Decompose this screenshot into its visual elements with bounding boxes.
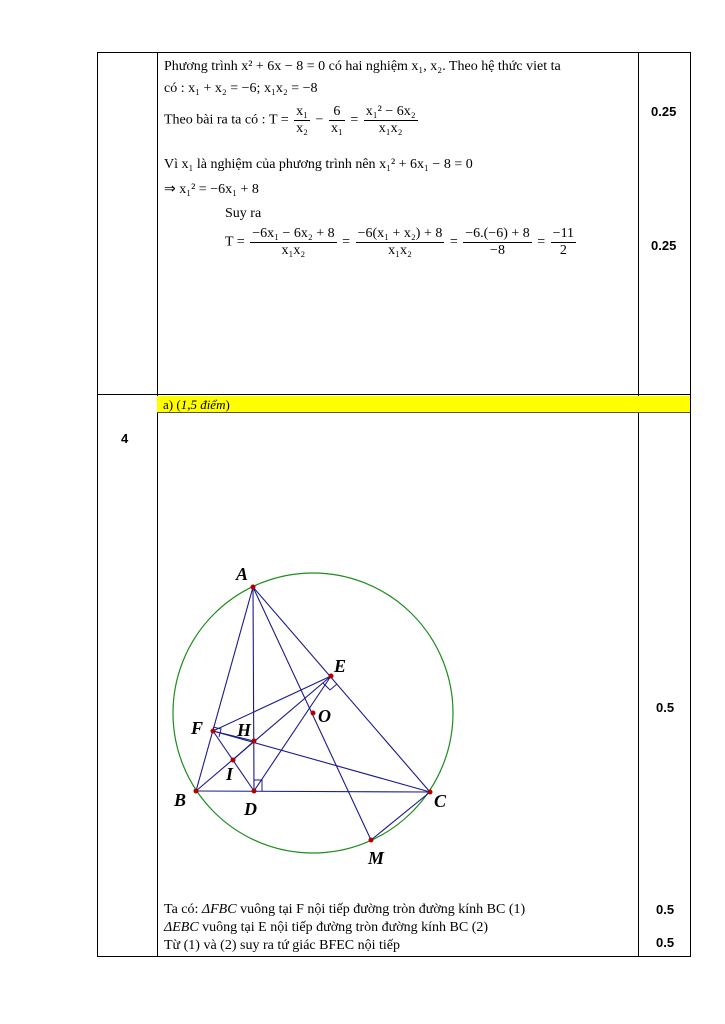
text: Ta có: (164, 902, 199, 917)
fraction (250, 226, 336, 259)
seg-DE (254, 676, 331, 791)
bottom-line-3: Từ (1) và (2) suy ra tứ giác BFEC nội tiếp (164, 938, 401, 953)
operator: = (350, 112, 359, 128)
numerator: x₁ (296, 104, 309, 119)
fraction (329, 104, 345, 137)
text: Vì (164, 157, 178, 172)
label-M: M (368, 848, 385, 868)
label-E: E (334, 656, 347, 676)
t-label: T = (225, 234, 245, 250)
triangle-fbc: ΔFBC (201, 902, 237, 917)
score-3: 0.5 (656, 700, 675, 715)
seg-FE (213, 676, 331, 731)
point-I (231, 758, 236, 763)
label-A: A (236, 564, 249, 584)
table-border-top (97, 52, 691, 53)
point-D (252, 789, 257, 794)
denominator: 2 (559, 243, 567, 258)
point-A (251, 585, 256, 590)
line-3 (164, 104, 420, 137)
seg-CF (213, 731, 430, 792)
label-H: H (237, 720, 252, 740)
vieta-sum: x₁ + x₂ = −6; (188, 81, 261, 96)
x1: x₁ (181, 157, 194, 172)
seg-CM (371, 792, 430, 840)
score-4: 0.5 (656, 902, 675, 917)
text: có : (164, 81, 185, 96)
text: . Theo hệ thức viet ta (442, 59, 561, 74)
line-2 (164, 80, 318, 98)
triangle-ebc: ΔEBC (164, 920, 199, 935)
operator: = (537, 234, 546, 250)
denominator: x₁x₂ (378, 121, 403, 136)
fraction (364, 104, 418, 137)
table-row-divider (97, 394, 691, 395)
score-5: 0.5 (656, 935, 675, 950)
numerator: −6(x₁ + x₂) + 8 (357, 226, 443, 241)
table-border-bottom (97, 956, 691, 957)
table-border-left (97, 52, 98, 957)
text: Theo bài ra ta có : (164, 112, 266, 128)
point-H (252, 739, 257, 744)
label-D: D (244, 799, 257, 819)
fraction (356, 226, 445, 259)
point-M (369, 838, 374, 843)
fraction (294, 104, 310, 137)
numerator: x₁² − 6x₂ (365, 104, 416, 119)
seg-IH (233, 741, 254, 760)
operator: = (449, 234, 458, 250)
table-border-col1 (157, 52, 158, 957)
denominator: x₂ (296, 121, 309, 136)
table-border-col2 (638, 52, 639, 957)
numerator: 6 (329, 104, 345, 121)
point-C (428, 790, 433, 795)
question-number: 4 (121, 431, 129, 446)
point-O (311, 711, 316, 716)
label-C: C (434, 791, 447, 811)
operator: = (342, 234, 351, 250)
line-1 (164, 58, 561, 76)
roots: x₁, x₂ (411, 59, 443, 74)
label-B: B (174, 790, 187, 810)
line-6: Suy ra (225, 206, 262, 221)
fraction (463, 226, 532, 259)
text: có hai nghiệm (328, 59, 408, 74)
score-2: 0.25 (651, 238, 677, 253)
text: Phương trình (164, 59, 238, 74)
bottom-line-2 (164, 919, 488, 936)
seg-BE (196, 676, 331, 791)
text: vuông tại F nội tiếp đường tròn đường kính BC (1) (240, 902, 526, 917)
score-1: 0.25 (651, 104, 677, 119)
bottom-line-1 (164, 901, 525, 918)
point-B (194, 789, 199, 794)
fraction (551, 226, 576, 259)
vieta-product: x₁x₂ = −8 (263, 81, 318, 96)
numerator: −11 (552, 226, 575, 241)
text: ) (225, 397, 230, 412)
text: vuông tại E nội tiếp đường tròn đường kính BC (2) (202, 920, 489, 935)
denominator: x₁x₂ (281, 243, 306, 258)
line-4 (164, 156, 473, 174)
final-equation (225, 226, 578, 259)
point-F (211, 729, 216, 734)
equation: x² + 6x − 8 = 0 (241, 59, 326, 74)
geometry-figure (160, 555, 480, 875)
text: a) ( (163, 397, 181, 412)
numerator: −6x₁ − 6x₂ + 8 (252, 226, 335, 241)
operator: − (315, 112, 324, 128)
line-5: ⇒ x₁² = −6x₁ + 8 (164, 182, 259, 197)
point-E (329, 674, 334, 679)
label-I: I (226, 764, 234, 784)
t-label: T = (268, 112, 289, 128)
highlight-underline (157, 412, 690, 413)
denominator: x₁ (330, 121, 343, 136)
label-O: O (318, 706, 331, 726)
denominator: x₁x₂ (388, 243, 412, 258)
seg-AB (196, 587, 253, 791)
seg-AD (253, 587, 254, 791)
part-a-heading (163, 396, 230, 413)
part-a-highlight (157, 396, 690, 413)
equation: x₁² + 6x₁ − 8 = 0 (379, 157, 473, 172)
points: 1,5 điểm (180, 397, 226, 412)
label-F: F (191, 718, 204, 738)
text: là nghiệm của phương trình nên (196, 157, 376, 172)
numerator: −6.(−6) + 8 (465, 226, 530, 241)
seg-AC (253, 587, 430, 792)
seg-BC (196, 791, 430, 792)
table-border-right (690, 52, 691, 957)
denominator: −8 (490, 243, 505, 258)
